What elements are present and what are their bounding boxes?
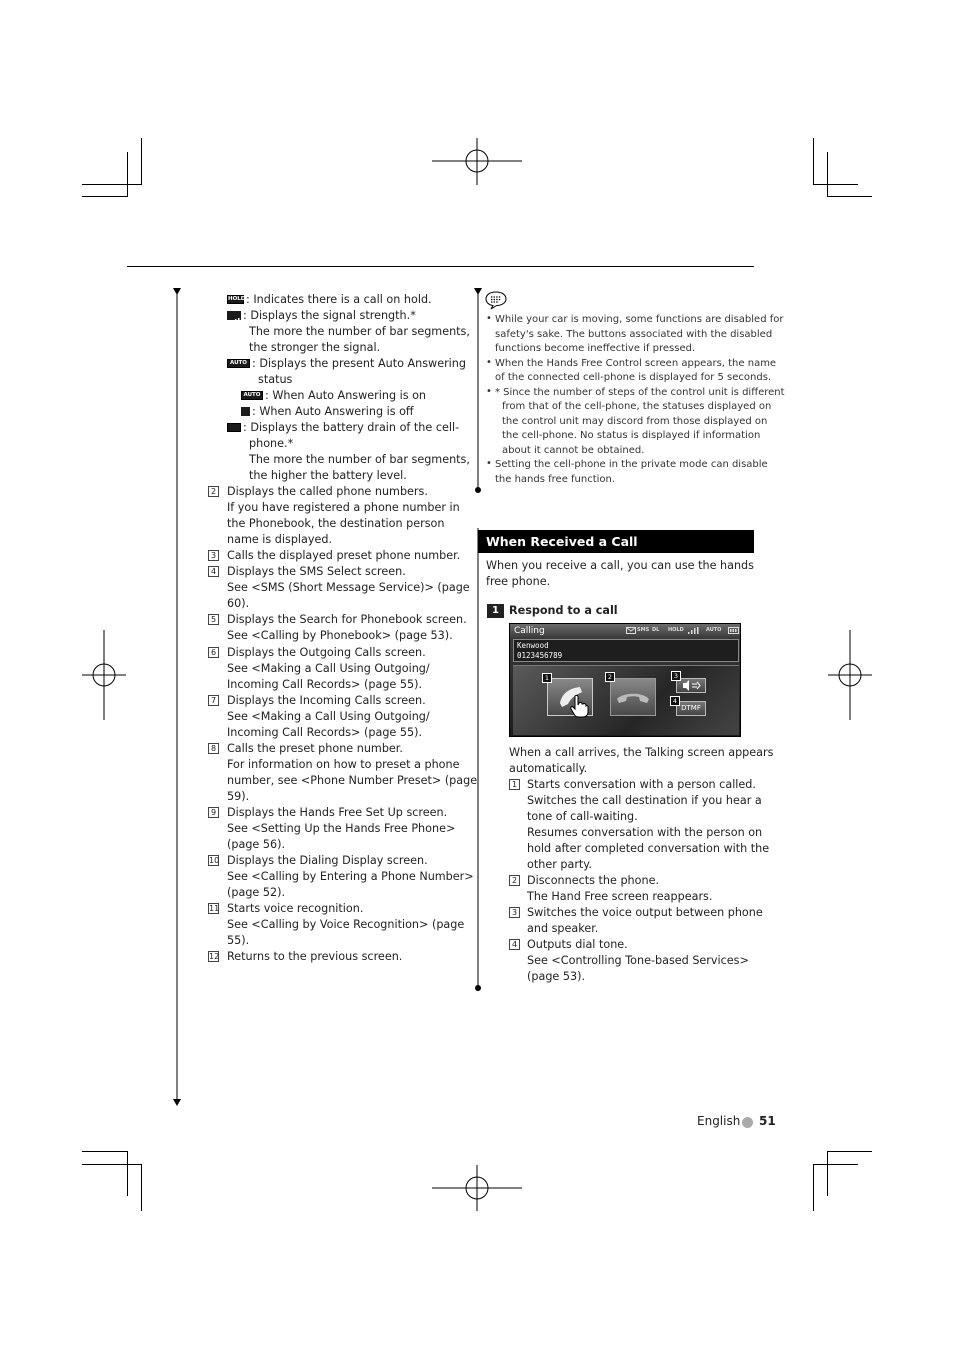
list-number: 4 <box>509 939 520 950</box>
screen-signal-icon <box>687 627 699 634</box>
icon-desc-line: : Displays the battery drain of the cell- <box>243 421 460 434</box>
note-line: functions become ineffective if pressed. <box>495 343 696 354</box>
section-intro-line: When you receive a call, you can use the hands <box>486 559 754 572</box>
icon-desc-line: The more the number of bar segments, <box>249 325 470 338</box>
note-line: When the Hands Free Control screen appears, the name <box>495 357 777 369</box>
note-line: about it cannot be obtained. <box>502 444 645 456</box>
list-item-line: 60). <box>227 597 250 611</box>
caller-name: Kenwood <box>517 641 549 650</box>
note-line: from that of the cell-phone, the statuses displayed on <box>502 401 772 412</box>
list-number: 5 <box>208 614 219 625</box>
caller-number: 0123456789 <box>517 651 563 660</box>
hand-pointer-icon <box>569 694 589 718</box>
list-item-line: See <Calling by Voice Recognition> (page <box>227 918 465 932</box>
note-line: the cell-phone. No status is displayed if information <box>502 430 761 441</box>
dl-status: DL <box>652 627 660 633</box>
list-number: 6 <box>208 647 219 658</box>
after-screen-intro: When a call arrives, the Talking screen appears <box>509 746 774 759</box>
list-number: 2 <box>208 486 219 497</box>
left-column-rule <box>170 286 184 1110</box>
list-number: 12 <box>209 952 220 962</box>
auto-answer-on-icon: AUTO <box>241 391 263 400</box>
step-title: Respond to a call <box>509 604 618 617</box>
note-line: While your car is moving, some functions are disabled for <box>495 314 784 325</box>
callout-number: 1 <box>542 673 552 683</box>
screen-title-bar <box>510 624 740 638</box>
icon-desc-line: : Displays the signal strength.* <box>243 309 416 322</box>
list-item-line: The Hand Free screen reappears. <box>527 890 713 903</box>
auto-status: AUTO <box>706 627 722 633</box>
list-item-line: Starts voice recognition. <box>227 902 364 916</box>
list-number: 10 <box>209 856 220 866</box>
list-item-line: Calls the displayed preset phone number. <box>227 549 461 563</box>
icon-desc-line: phone.* <box>249 437 294 450</box>
list-item-line: the Phonebook, the destination person <box>227 517 445 531</box>
note-bullet: • <box>486 313 492 324</box>
icon-desc-line: : When Auto Answering is on <box>265 389 427 402</box>
auto-answer-icon: AUTO <box>227 359 250 368</box>
list-item-line: Displays the Dialing Display screen. <box>227 854 428 868</box>
list-item-line: (page 52). <box>227 886 286 900</box>
callout-number: 2 <box>605 672 615 682</box>
caller-info <box>513 639 739 662</box>
list-item-line: If you have registered a phone number in <box>227 501 460 515</box>
note-line: of the connected cell-phone is displayed for 5 seconds. <box>495 372 772 383</box>
list-item-line: tone of call-waiting. <box>527 810 638 823</box>
screen-title: Calling <box>514 626 545 636</box>
note-line: safety's sake. The buttons associated with the disabled <box>495 328 773 340</box>
list-item-line: (page 56). <box>227 838 286 852</box>
list-item-line: other party. <box>527 858 592 871</box>
call-control-pane <box>513 665 739 735</box>
list-item-line: hold after completed conversation with the <box>527 842 770 855</box>
battery-icon <box>227 423 241 432</box>
sms-status: SMS <box>637 627 650 633</box>
section-rule <box>472 528 484 994</box>
list-item-line: See <Making a Call Using Outgoing/ <box>227 709 430 723</box>
list-number: 2 <box>509 875 520 886</box>
list-item-line: Resumes conversation with the person on <box>527 826 763 839</box>
list-item-line: See <Calling by Phonebook> (page 53). <box>227 629 453 643</box>
list-number: 7 <box>208 695 219 706</box>
note-bullet: • <box>486 356 492 368</box>
list-item-line: Displays the Incoming Calls screen. <box>227 693 426 707</box>
list-item-line: Returns to the previous screen. <box>227 950 403 964</box>
footer-dot <box>742 1117 753 1128</box>
list-item-line: Switches the voice output between phone <box>527 906 763 919</box>
note-line: the control unit may discord from those displayed on <box>502 415 768 427</box>
list-item-line: See <Controlling Tone-based Services> <box>527 954 749 967</box>
callout-number: 3 <box>671 671 681 681</box>
note-line: * Since the number of steps of the control unit is different <box>495 386 785 398</box>
list-number: 8 <box>208 743 219 754</box>
list-number: 9 <box>208 807 219 818</box>
list-item-line: Starts conversation with a person called. <box>527 778 756 791</box>
list-item-line: number, see <Phone Number Preset> (page <box>227 773 478 787</box>
list-item-line: and speaker. <box>527 922 599 935</box>
icon-desc-line: status <box>258 373 293 386</box>
note-icon <box>485 291 507 310</box>
phone-hang-up-icon <box>611 679 655 715</box>
section-intro-line: free phone. <box>486 575 551 588</box>
list-item-line: Displays the Hands Free Set Up screen. <box>227 806 448 819</box>
list-number: 4 <box>208 566 219 577</box>
list-number: 1 <box>509 779 520 790</box>
hold-icon: HOLD <box>228 296 246 302</box>
list-item-line: See <Calling by Entering a Phone Number> <box>227 870 474 884</box>
icon-desc-line: the higher the battery level. <box>249 469 407 482</box>
list-item-line: Displays the SMS Select screen. <box>227 565 406 579</box>
disconnect-button[interactable] <box>610 678 656 716</box>
icon-desc-line: : When Auto Answering is off <box>252 405 414 418</box>
list-item-line: See <Setting Up the Hands Free Phone> <box>227 822 456 836</box>
list-item-line: Switches the call destination if you hear a <box>527 794 762 807</box>
list-item-line: Incoming Call Records> (page 55). <box>227 725 423 739</box>
note-line: the hands free function. <box>495 473 616 485</box>
after-screen-intro: automatically. <box>509 762 588 775</box>
auto-answer-off-icon <box>241 407 250 416</box>
list-item-line: Displays the Search for Phonebook screen. <box>227 613 467 627</box>
list-item-line: Displays the called phone numbers. <box>227 485 428 498</box>
list-item-line: See <Making a Call Using Outgoing/ <box>227 661 430 675</box>
list-item-line: Incoming Call Records> (page 55). <box>227 677 423 691</box>
list-item-line: (page 53). <box>527 970 586 983</box>
list-number: 3 <box>208 550 219 561</box>
hold-status: HOLD <box>668 627 684 633</box>
icon-desc-line: the stronger the signal. <box>249 341 381 354</box>
list-item-line: Calls the preset phone number. <box>227 741 403 755</box>
list-number: 11 <box>209 904 220 914</box>
section-title: When Received a Call <box>478 530 754 553</box>
list-item-line: name is displayed. <box>227 533 333 547</box>
dtmf-button[interactable]: DTMF <box>676 701 706 716</box>
calling-screen <box>509 623 741 737</box>
footer-language: English <box>697 1114 741 1128</box>
list-item-line: See <SMS (Short Message Service)> (page <box>227 581 470 595</box>
page-number: 51 <box>759 1114 776 1128</box>
list-item-line: Outputs dial tone. <box>527 938 628 951</box>
note-bullet: • <box>486 385 492 397</box>
screen-battery-icon <box>728 627 739 634</box>
list-item-line: 55). <box>227 934 250 948</box>
note-bullet: • <box>486 458 492 469</box>
icon-desc-line: The more the number of bar segments, <box>249 453 470 466</box>
list-number: 3 <box>509 907 520 918</box>
header-rule <box>127 266 754 267</box>
step-number: 1 <box>487 604 504 618</box>
notes-rule <box>472 286 484 496</box>
note-line: Setting the cell-phone in the private mode can disable <box>495 459 768 470</box>
sms-envelope-icon <box>626 627 636 634</box>
callout-number: 4 <box>670 696 680 706</box>
speaker-icon <box>677 679 705 692</box>
icon-desc-line: : Displays the present Auto Answering <box>252 357 466 370</box>
list-item-line: 59). <box>227 789 250 803</box>
list-item-line: Disconnects the phone. <box>527 874 660 887</box>
list-item-line: Displays the Outgoing Calls screen. <box>227 645 426 659</box>
signal-strength-icon <box>227 311 241 320</box>
icon-desc-line: : Indicates there is a call on hold. <box>246 293 432 306</box>
list-item-line: For information on how to preset a phone <box>227 757 460 771</box>
